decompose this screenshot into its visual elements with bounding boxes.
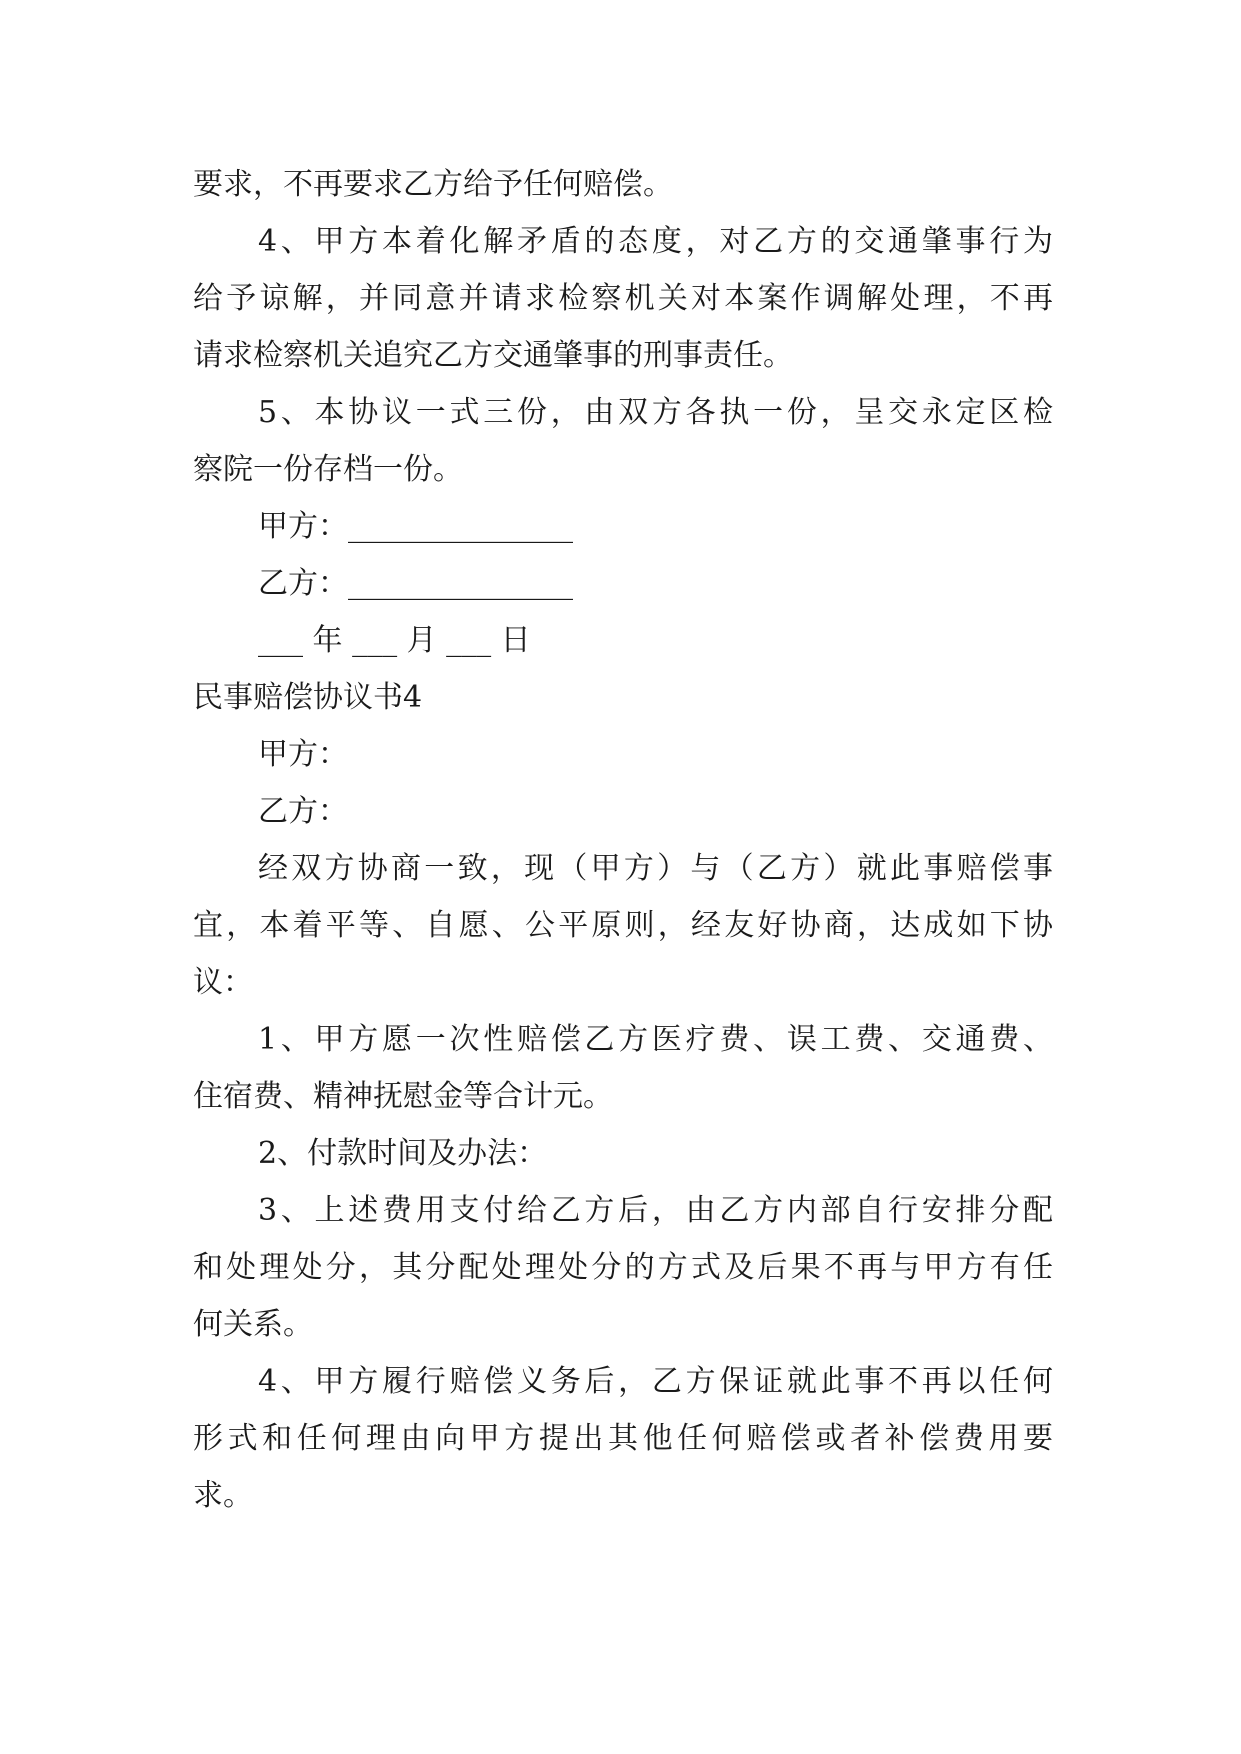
text-line: 甲方： — [258, 737, 348, 772]
signature-line-party-b: 乙方：_______________ — [258, 566, 573, 601]
text-line: 住宿费、精神抚慰金等合计元。 — [193, 1079, 613, 1114]
text-line: 5、本协议一式三份，由双方各执一份，呈交永定区检 — [258, 395, 1053, 430]
text-line: 宜，本着平等、自愿、公平原则，经友好协商，达成如下协 — [193, 908, 1053, 943]
text-line: 给予谅解，并同意并请求检察机关对本案作调解处理，不再 — [193, 281, 1053, 316]
text-line: 和处理处分，其分配处理处分的方式及后果不再与甲方有任 — [193, 1250, 1053, 1285]
date-line: ___ 年 ___ 月 ___ 日 — [258, 623, 531, 658]
text-line: 察院一份存档一份。 — [193, 452, 463, 487]
text-line: 议： — [193, 965, 253, 1000]
text-line: 何关系。 — [193, 1307, 313, 1342]
text-line: 3、上述费用支付给乙方后，由乙方内部自行安排分配 — [258, 1193, 1053, 1228]
text-line: 求。 — [193, 1478, 253, 1513]
text-line: 经双方协商一致，现（甲方）与（乙方）就此事赔偿事 — [258, 851, 1053, 886]
text-line: 4、甲方履行赔偿义务后，乙方保证就此事不再以任何 — [258, 1364, 1053, 1399]
text-line: 形式和任何理由向甲方提出其他任何赔偿或者补偿费用要 — [193, 1421, 1053, 1456]
text-line: 1、甲方愿一次性赔偿乙方医疗费、误工费、交通费、 — [258, 1022, 1053, 1057]
text-line: 4、甲方本着化解矛盾的态度，对乙方的交通肇事行为 — [258, 224, 1053, 259]
text-line: 请求检察机关追究乙方交通肇事的刑事责任。 — [193, 338, 793, 373]
text-line: 要求，不再要求乙方给予任何赔偿。 — [193, 167, 673, 202]
text-line: 2、付款时间及办法： — [258, 1136, 548, 1171]
section-title: 民事赔偿协议书4 — [193, 680, 423, 715]
signature-line-party-a: 甲方：_______________ — [258, 509, 573, 544]
text-line: 乙方： — [258, 794, 348, 829]
